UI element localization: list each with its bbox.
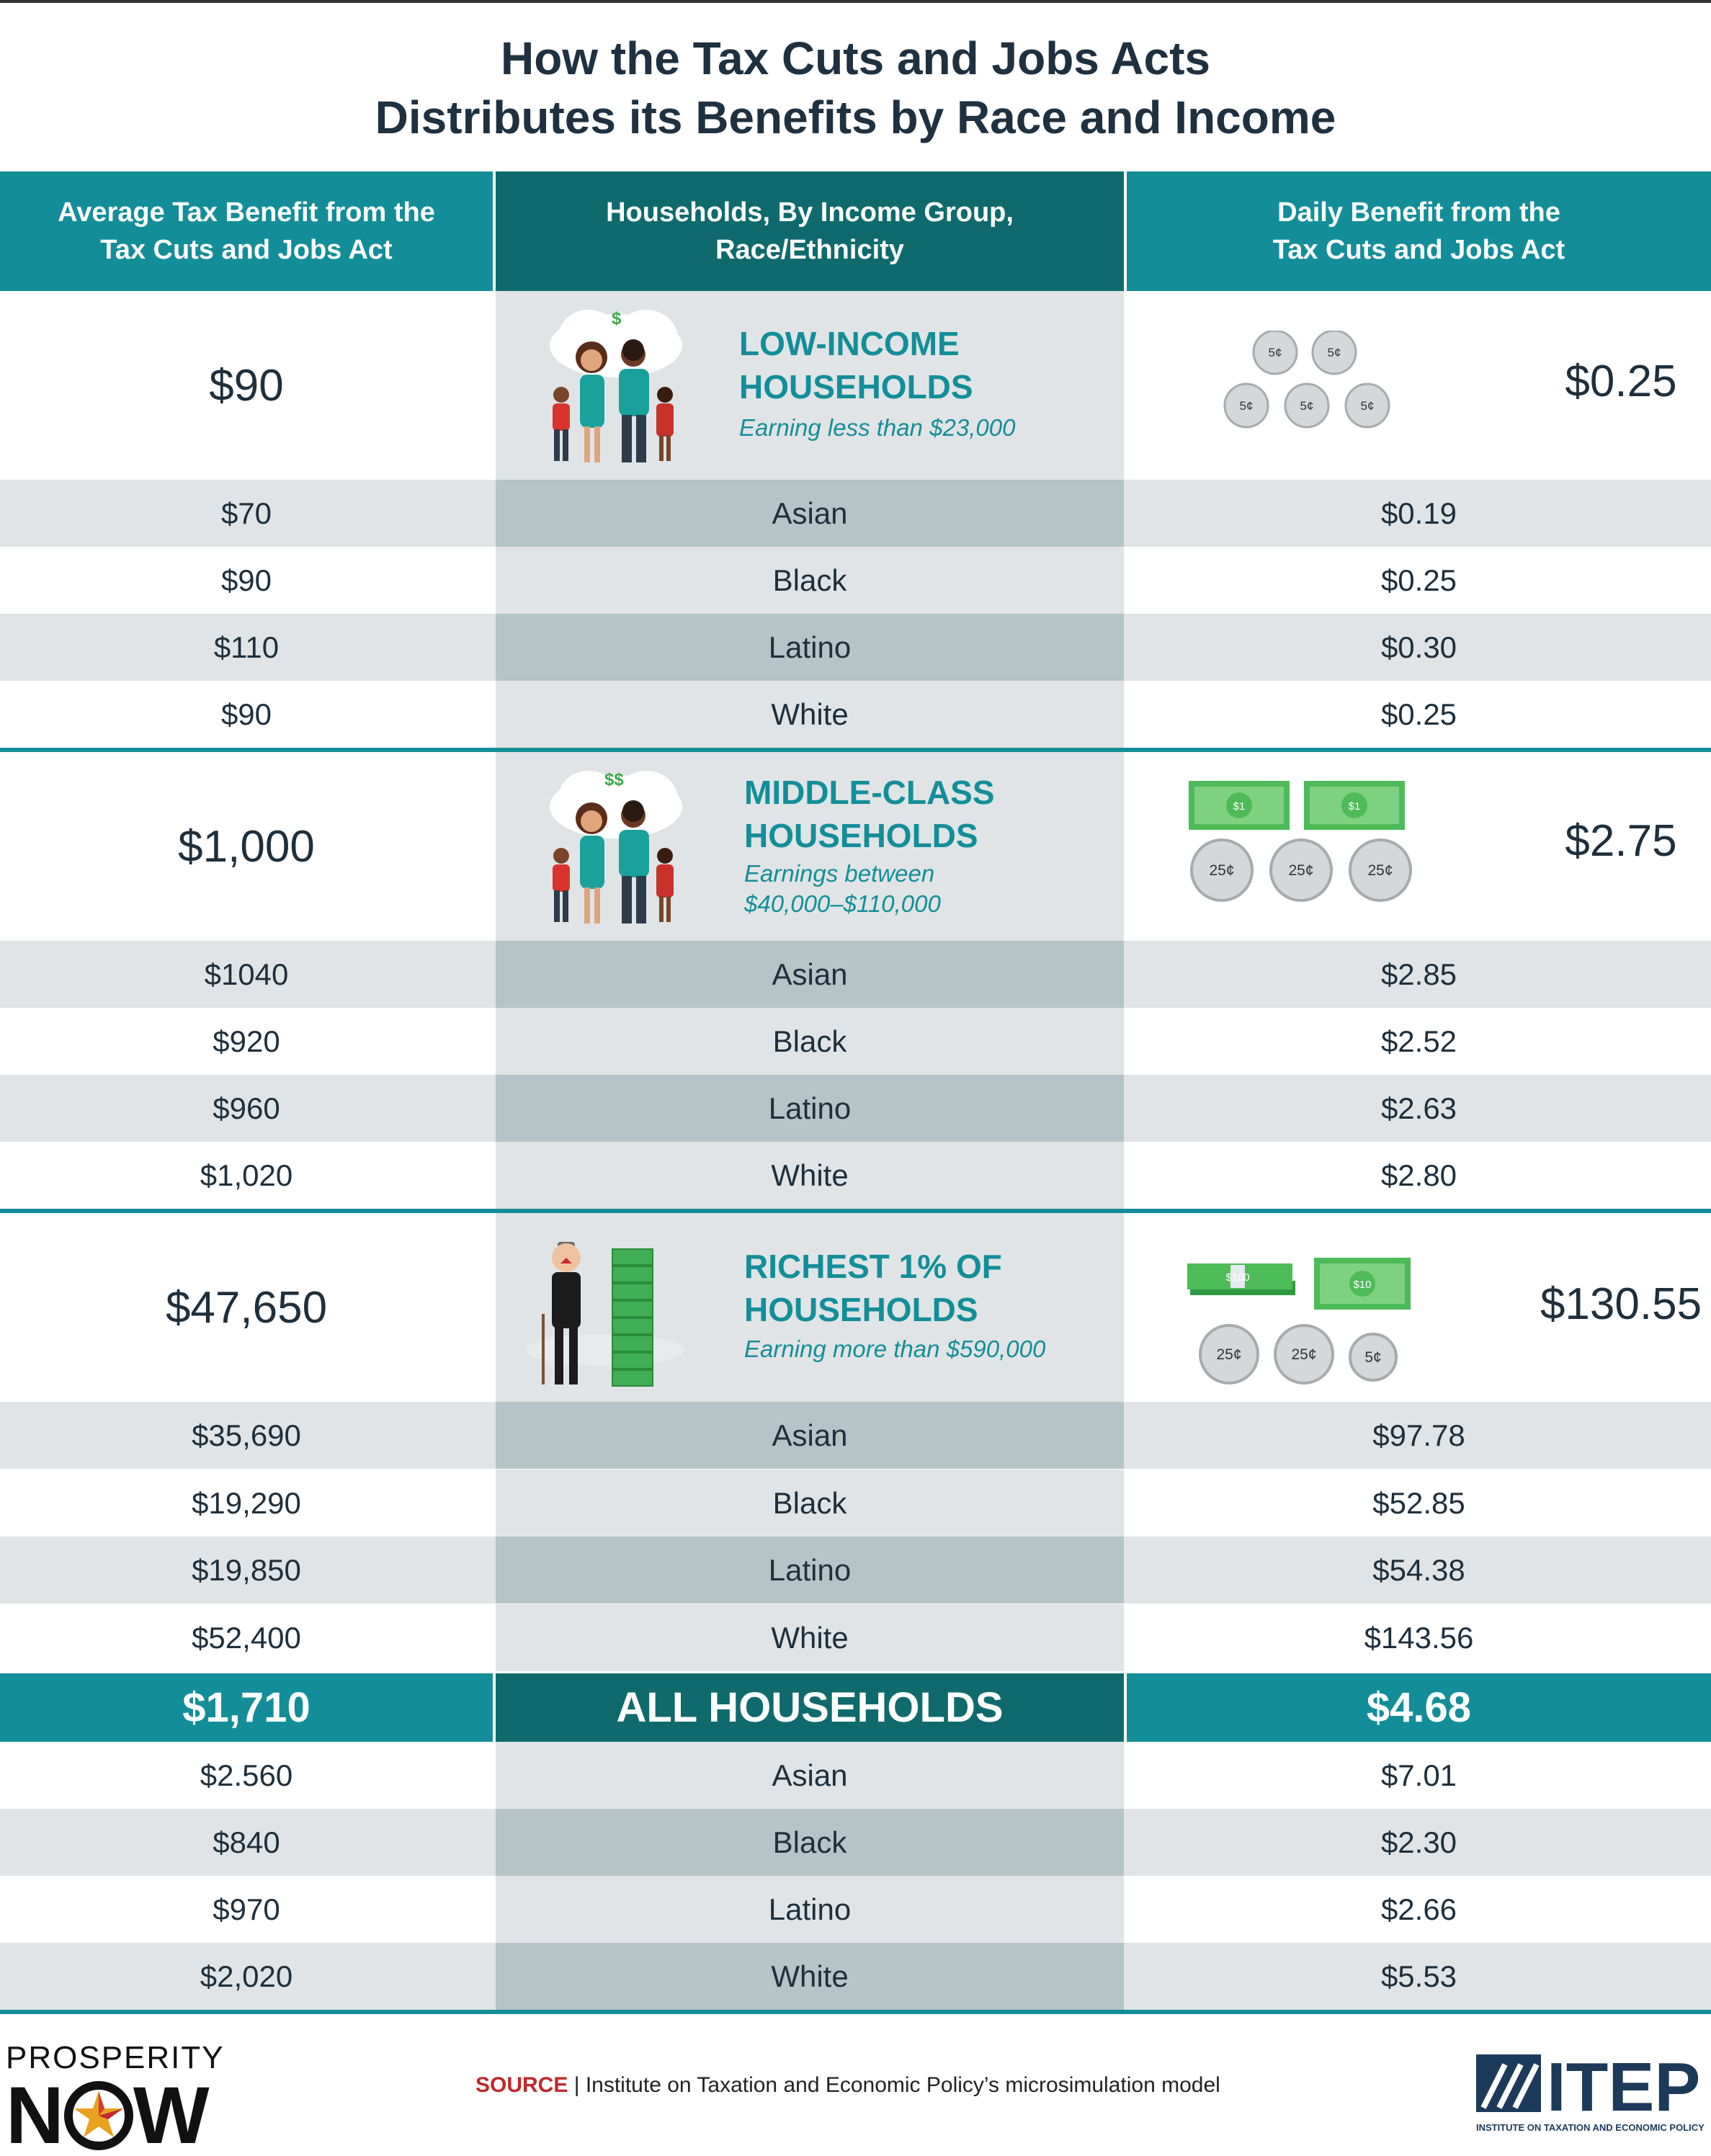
daily-value: $0.25 bbox=[1380, 563, 1457, 597]
race-label: Asian bbox=[496, 480, 1124, 547]
source-text: | Institute on Taxation and Economic Policy’s microsimulation model bbox=[568, 2073, 1220, 2097]
annual-value: $1040 bbox=[204, 957, 289, 991]
daily-value: $143.56 bbox=[1364, 1620, 1474, 1655]
logo-letter-w: W bbox=[133, 2070, 210, 2156]
table-row bbox=[0, 1075, 1711, 1142]
race-label: Black bbox=[496, 1008, 1124, 1075]
header-annual-benefit bbox=[0, 171, 493, 291]
table-row bbox=[0, 1402, 1711, 1469]
daily-value: $0.25 bbox=[1380, 697, 1457, 731]
itep-wordmark: ITEP bbox=[1547, 2049, 1701, 2126]
coin-label: 25¢ bbox=[1291, 1346, 1317, 1363]
race-label: White bbox=[496, 1943, 1124, 2010]
title-line-2: Distributes its Benefits by Race and Income bbox=[375, 91, 1336, 143]
table-row bbox=[0, 547, 1711, 614]
coin-label: 25¢ bbox=[1216, 1346, 1242, 1363]
race-label: Asian bbox=[496, 1742, 1124, 1809]
bill-100-label: $100 bbox=[1225, 1271, 1250, 1284]
header-annual-line-1: Average Tax Benefit from the bbox=[58, 197, 435, 228]
middle-class-daily: $2.75 bbox=[1565, 815, 1677, 866]
table-row bbox=[0, 1876, 1711, 1943]
race-label: Asian bbox=[496, 941, 1124, 1008]
daily-value: $2.80 bbox=[1380, 1158, 1457, 1192]
itep-mark-icon bbox=[1476, 2043, 1707, 2137]
middle-class-subtitle-1: Earnings between bbox=[744, 860, 935, 887]
table-row bbox=[0, 1604, 1711, 1671]
annual-value: $52,400 bbox=[192, 1620, 301, 1655]
coin-label: 5¢ bbox=[1327, 346, 1341, 359]
daily-value: $52.85 bbox=[1372, 1485, 1465, 1520]
coin-label: 5¢ bbox=[1300, 399, 1314, 413]
annual-value: $90 bbox=[220, 563, 272, 597]
coin-label: 25¢ bbox=[1209, 862, 1235, 879]
bill-label: $1 bbox=[1348, 800, 1361, 813]
daily-value: $2.85 bbox=[1380, 957, 1457, 991]
table-row bbox=[0, 1742, 1711, 1809]
prosperity-now-logo bbox=[6, 2040, 225, 2155]
header-daily-benefit bbox=[1127, 171, 1711, 291]
bills-and-quarters-illustration bbox=[1189, 781, 1419, 903]
footer bbox=[0, 2014, 1711, 2156]
table-row bbox=[0, 681, 1711, 748]
table-row bbox=[0, 1537, 1711, 1603]
daily-value: $97.78 bbox=[1372, 1418, 1465, 1452]
richest-band bbox=[0, 1213, 1711, 1402]
race-label: Latino bbox=[496, 1075, 1124, 1142]
table-row bbox=[0, 614, 1711, 681]
wealthy-man-illustration bbox=[526, 1242, 692, 1393]
header-households-line-2: Race/Ethnicity bbox=[715, 235, 904, 265]
nickels-illustration bbox=[1218, 331, 1412, 446]
annual-value: $1,020 bbox=[200, 1158, 293, 1192]
header-households-line-1: Households, By Income Group, bbox=[606, 197, 1014, 228]
middle-class-annual: $1,000 bbox=[178, 821, 315, 872]
all-annual: $1,710 bbox=[0, 1673, 493, 1742]
middle-class-title-1: MIDDLE-CLASS bbox=[744, 774, 995, 811]
coin-label: 5¢ bbox=[1364, 1349, 1382, 1366]
dollar-sign: $ bbox=[612, 309, 622, 328]
low-income-subtitle: Earning less than $23,000 bbox=[739, 414, 1016, 441]
header-daily-line-1: Daily Benefit from the bbox=[1277, 197, 1560, 228]
richest-title-2: HOUSEHOLDS bbox=[744, 1291, 978, 1328]
daily-value: $0.30 bbox=[1380, 630, 1457, 664]
header-daily-line-2: Tax Cuts and Jobs Act bbox=[1272, 235, 1565, 265]
table-row bbox=[0, 480, 1711, 547]
logo-wordmark-top: PROSPERITY bbox=[6, 2040, 225, 2075]
richest-daily: $130.55 bbox=[1540, 1279, 1702, 1329]
all-households-row bbox=[0, 1673, 1711, 1742]
annual-value: $70 bbox=[220, 496, 272, 530]
daily-value: $0.19 bbox=[1380, 496, 1457, 530]
richest-annual: $47,650 bbox=[165, 1282, 328, 1333]
bill-10-label: $10 bbox=[1353, 1279, 1372, 1291]
low-income-band bbox=[0, 291, 1711, 480]
header-annual-line-2: Tax Cuts and Jobs Act bbox=[100, 235, 393, 265]
race-label: White bbox=[496, 1142, 1124, 1209]
family-illustration bbox=[544, 761, 688, 931]
richest-title-1: RICHEST 1% OF bbox=[744, 1248, 1002, 1285]
logo-letter-n: N bbox=[6, 2070, 64, 2156]
bill-label: $1 bbox=[1233, 800, 1246, 813]
coin-label: 25¢ bbox=[1288, 862, 1314, 879]
annual-value: $90 bbox=[220, 697, 272, 731]
coin-label: 5¢ bbox=[1239, 399, 1254, 413]
itep-full-name: INSTITUTE ON TAXATION AND ECONOMIC POLICY bbox=[1476, 2122, 1705, 2133]
annual-value: $840 bbox=[213, 1825, 280, 1859]
annual-value: $960 bbox=[213, 1091, 280, 1125]
middle-class-subtitle-2: $40,000–$110,000 bbox=[744, 890, 941, 917]
richest-subtitle: Earning more than $590,000 bbox=[744, 1336, 1046, 1362]
race-label: Latino bbox=[496, 614, 1124, 681]
race-label: Black bbox=[496, 1470, 1124, 1537]
middle-class-title-2: HOUSEHOLDS bbox=[744, 817, 978, 854]
middle-class-band bbox=[0, 752, 1711, 941]
daily-value: $2.30 bbox=[1380, 1825, 1457, 1859]
header-households bbox=[496, 171, 1124, 291]
low-income-annual: $90 bbox=[209, 360, 284, 411]
race-label: Latino bbox=[496, 1537, 1124, 1603]
family-illustration bbox=[544, 300, 688, 470]
annual-value: $2.560 bbox=[200, 1758, 293, 1792]
coin-label: 5¢ bbox=[1268, 346, 1282, 359]
daily-value: $2.66 bbox=[1380, 1892, 1457, 1926]
table-row bbox=[0, 1943, 1711, 2010]
table-row bbox=[0, 1008, 1711, 1075]
daily-value: $54.38 bbox=[1372, 1552, 1465, 1587]
race-label: Asian bbox=[496, 1402, 1124, 1469]
annual-value: $19,850 bbox=[192, 1552, 301, 1587]
low-income-title-1: LOW-INCOME bbox=[739, 325, 960, 362]
bills-and-coins-illustration bbox=[1187, 1258, 1425, 1387]
title-block bbox=[0, 0, 1711, 171]
dollar-sign: $$ bbox=[604, 770, 624, 790]
title-line-1: How the Tax Cuts and Jobs Acts bbox=[500, 32, 1211, 84]
table-row bbox=[0, 1809, 1711, 1876]
coin-label: 25¢ bbox=[1367, 862, 1393, 879]
annual-value: $2,020 bbox=[200, 1959, 293, 1993]
source-label: SOURCE bbox=[475, 2073, 568, 2097]
all-daily: $4.68 bbox=[1127, 1673, 1711, 1742]
annual-value: $920 bbox=[213, 1024, 280, 1058]
all-label: ALL HOUSEHOLDS bbox=[496, 1673, 1124, 1742]
race-label: White bbox=[496, 681, 1124, 748]
daily-value: $7.01 bbox=[1380, 1758, 1457, 1792]
daily-value: $2.63 bbox=[1380, 1091, 1457, 1125]
star-icon bbox=[64, 2081, 133, 2150]
low-income-daily: $0.25 bbox=[1565, 356, 1677, 406]
low-income-title-2: HOUSEHOLDS bbox=[739, 368, 973, 406]
itep-logo bbox=[1476, 2043, 1707, 2137]
annual-value: $19,290 bbox=[192, 1485, 301, 1520]
logo-wordmark-bottom bbox=[6, 2070, 225, 2156]
source-note bbox=[475, 2073, 1220, 2098]
race-label: White bbox=[496, 1604, 1124, 1671]
table-row bbox=[0, 1142, 1711, 1209]
daily-value: $5.53 bbox=[1380, 1959, 1457, 1993]
daily-value: $2.52 bbox=[1380, 1024, 1457, 1058]
annual-value: $970 bbox=[213, 1892, 280, 1926]
race-label: Latino bbox=[496, 1876, 1124, 1943]
table-row bbox=[0, 1470, 1711, 1537]
table-row bbox=[0, 941, 1711, 1008]
coin-label: 5¢ bbox=[1360, 399, 1375, 413]
annual-value: $35,690 bbox=[192, 1418, 301, 1452]
annual-value: $110 bbox=[213, 630, 280, 664]
race-label: Black bbox=[496, 547, 1124, 614]
race-label: Black bbox=[496, 1809, 1124, 1876]
